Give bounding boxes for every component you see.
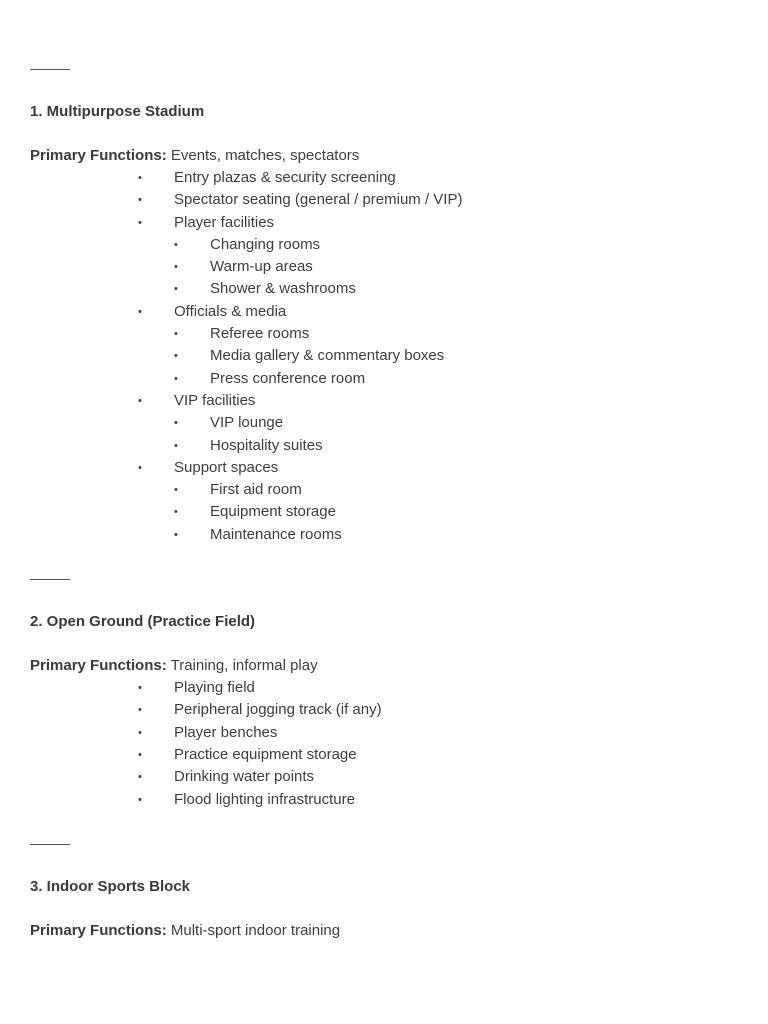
sub-list [174, 234, 730, 301]
list-item [30, 744, 730, 766]
list-item [30, 212, 730, 301]
sub-list-item [174, 323, 730, 345]
bullet-icon: • [138, 748, 142, 761]
sub-list-item [174, 501, 730, 523]
primary-functions-label: Primary Functions: [30, 147, 167, 164]
sub-list-item [174, 278, 730, 300]
section-divider [30, 844, 70, 845]
list-item-label: Drinking water points [174, 768, 315, 786]
sub-list-item-label: Press conference room [210, 369, 366, 387]
section-title: 3. Indoor Sports Block [30, 877, 191, 895]
list-item [30, 766, 730, 788]
bullet-icon: • [174, 283, 178, 296]
bullet-icon: • [138, 704, 142, 717]
sub-list-item-label: Hospitality suites [210, 436, 323, 454]
bullet-icon: • [174, 528, 178, 541]
sub-list-item-label: Maintenance rooms [210, 525, 342, 543]
sub-list-item-label: Media gallery & commentary boxes [210, 347, 445, 365]
list-item-label: Officials & media [174, 302, 287, 320]
primary-functions [30, 920, 730, 942]
bullet-icon: • [174, 484, 178, 497]
sub-list-item-label: Warm-up areas [210, 258, 313, 276]
sub-list [174, 323, 730, 390]
bullet-icon: • [174, 417, 178, 430]
sub-list-item-label: Referee rooms [210, 325, 310, 343]
bullet-icon: • [138, 682, 142, 695]
sub-list-item-label: Shower & washrooms [210, 280, 356, 298]
section-title: 1. Multipurpose Stadium [30, 103, 205, 120]
bullet-icon: • [174, 350, 178, 363]
list-item [30, 699, 730, 721]
sub-list-item-label: Changing rooms [210, 235, 321, 253]
sub-list-item [174, 345, 730, 367]
bullet-icon: • [174, 261, 178, 274]
section-divider [30, 69, 70, 70]
list-item-label: Support spaces [174, 458, 279, 476]
facility-list [30, 167, 730, 546]
list-item-label: Playing field [174, 679, 255, 697]
list-item-label: Flood lighting infrastructure [174, 790, 355, 808]
list-item [30, 789, 730, 811]
primary-functions-label: Primary Functions: [30, 657, 167, 675]
bullet-icon: • [138, 461, 142, 474]
bullet-icon: • [174, 372, 178, 385]
sub-list-item [174, 524, 730, 546]
list-item-label: Spectator seating (general / premium / VIP) [174, 191, 463, 209]
bullet-icon: • [138, 216, 142, 229]
list-item [30, 301, 730, 390]
bullet-icon: • [174, 506, 178, 519]
bullet-icon: • [138, 771, 142, 784]
list-item-label: Entry plazas & security screening [174, 169, 396, 186]
list-item [30, 189, 730, 211]
sub-list-item-label: VIP lounge [210, 414, 284, 432]
bullet-icon: • [174, 238, 178, 251]
sub-list-item [174, 435, 730, 457]
primary-functions-value: Events, matches, spectators [166, 147, 360, 164]
primary-functions-value: Multi-sport indoor training [166, 921, 341, 939]
bullet-icon: • [138, 793, 142, 806]
list-item [30, 722, 730, 744]
list-item [30, 457, 730, 546]
list-item-label: Practice equipment storage [174, 745, 357, 763]
list-item [30, 677, 730, 699]
facility-list [30, 677, 730, 811]
primary-functions [30, 145, 730, 167]
primary-functions-value: Training, informal play [166, 657, 318, 675]
bullet-icon: • [174, 328, 178, 341]
sub-list-item [174, 256, 730, 278]
list-item-label: Player facilities [174, 213, 275, 231]
bullet-icon: • [138, 305, 142, 318]
sub-list [174, 479, 730, 546]
primary-functions-label: Primary Functions: [30, 921, 167, 939]
sub-list [174, 412, 730, 457]
sub-list-item [174, 412, 730, 434]
sub-list-item-label: Equipment storage [210, 503, 336, 521]
bullet-icon: • [138, 394, 142, 407]
section-title: 2. Open Ground (Practice Field) [30, 613, 256, 631]
sub-list-item [174, 234, 730, 256]
section-divider [30, 579, 70, 580]
list-item-label: VIP facilities [174, 391, 256, 409]
list-item-label: Peripheral jogging track (if any) [174, 701, 382, 719]
sub-list-item [174, 368, 730, 390]
sub-list-item [174, 479, 730, 501]
list-item [30, 167, 730, 189]
primary-functions [30, 655, 730, 677]
document-page [30, 69, 730, 942]
bullet-icon: • [174, 439, 178, 452]
list-item [30, 390, 730, 457]
bullet-icon: • [138, 726, 142, 739]
bullet-icon: • [138, 172, 142, 184]
bullet-icon: • [138, 194, 142, 207]
sub-list-item-label: First aid room [210, 481, 302, 499]
list-item-label: Player benches [174, 723, 278, 741]
